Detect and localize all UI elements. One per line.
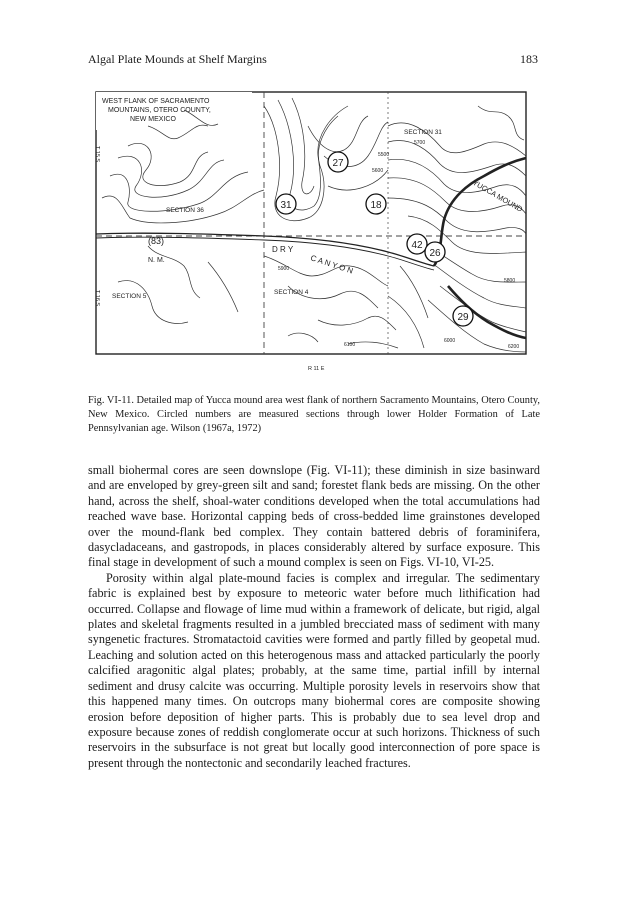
site-label-26: 26 bbox=[429, 248, 441, 259]
label-section-4: SECTION 4 bbox=[274, 289, 309, 296]
label-yucca-mound: YUCCA MOUND bbox=[471, 177, 525, 214]
figure-caption: Fig. VI-11. Detailed map of Yucca mound area west flank of northern Sacramento Mountains, Otero County, New Mexico. Circled numbers are measured sections through lower Holder Formation of Late Pennsylvanian age. Wilson (1967a, 1972) bbox=[88, 395, 540, 434]
yucca-mound-map bbox=[88, 86, 540, 376]
label-canyon-dry: D R Y bbox=[272, 245, 294, 254]
label-township-top: T 15 S bbox=[94, 146, 100, 163]
label-section-5: SECTION 5 bbox=[112, 293, 147, 300]
map-title-line1: WEST FLANK OF SACRAMENTO bbox=[102, 98, 210, 105]
contour-label-6000: 6000 bbox=[444, 338, 456, 344]
label-canyon-name: C A N Y O N bbox=[309, 253, 355, 276]
map-title-line3: NEW MEXICO bbox=[130, 116, 176, 123]
label-section-31: SECTION 31 bbox=[404, 129, 442, 136]
site-label-18: 18 bbox=[370, 200, 382, 211]
contour-label-5800: 5800 bbox=[504, 278, 516, 284]
site-label-42: 42 bbox=[411, 240, 423, 251]
label-state: N. M. bbox=[148, 257, 165, 264]
page-number: 183 bbox=[520, 52, 538, 66]
map-title-line2: MOUNTAINS, OTERO COUNTY, bbox=[108, 107, 211, 114]
label-section-36: SECTION 36 bbox=[166, 207, 204, 214]
body-text bbox=[88, 463, 540, 771]
site-label-29: 29 bbox=[457, 312, 469, 323]
contour-label-5700: 5700 bbox=[414, 140, 426, 146]
label-township-bottom: T 16 S bbox=[94, 290, 100, 307]
contour-label-5600: 5600 bbox=[372, 168, 384, 174]
label-range: R 11 E bbox=[308, 366, 325, 372]
contour-label-5500: 5500 bbox=[378, 152, 390, 158]
running-title: Algal Plate Mounds at Shelf Margins bbox=[88, 52, 267, 66]
label-road: (83) bbox=[148, 236, 165, 246]
contour-label-6200: 6200 bbox=[508, 344, 520, 350]
paragraph: Porosity within algal plate-mound facies is complex and irregular. The sedimentary fabric is explained best by exposure to meteoric water before much lithification had occurred. Collapse and flowage of lime mud within a framework of delicate, but rigid, algal plates and skeletal fragments resulted in a jumbled brecciated mass of sediment with many syngenetic fractures. Stromatactoid cavities were formed and partly filled by geopetal mud. Leaching and solution acted on this heterogenous mass and attacked particularly the poorly calcified aragonitic algal plates; probably, at the same time, partial infill by internal sediment and drusy calcite was occurring. Multiple porosity levels in reservoirs show that this happened many times. On outcrops many biohermal cores are composite showing erosion before deposition of higher parts. This is probably due to sea level drop and exposure because zones of reddish conglomerate occur at such horizons. Thickness of such reservoirs in the subsurface is not great but locally good interconnection of pore space is present through the nontectonic and secondarily leached fractures. bbox=[88, 570, 540, 770]
contour-label-6100: 6100 bbox=[344, 342, 356, 348]
contour-label-5900: 5900 bbox=[278, 266, 290, 272]
paragraph: small biohermal cores are seen downslope (Fig. VI-11); these diminish in size basinward and are enveloped by grey-green silt and sand; forestet flank beds are missing. On the other hand, across the shelf, shoal-water conditions developed when the total accumulations had reached wave base. Horizontal capping beds of cross-bedded lime grainstones developed over the mound-flank bed complex. They contain battered debris of foraminifera, dasycladaceans, and gastropods, in places considerably altered by surface exposure. This final stage in development of such a mound complex is seen on Figs. VI-10, VI-25. bbox=[88, 463, 540, 570]
site-label-31: 31 bbox=[280, 200, 292, 211]
site-label-27: 27 bbox=[332, 158, 344, 169]
